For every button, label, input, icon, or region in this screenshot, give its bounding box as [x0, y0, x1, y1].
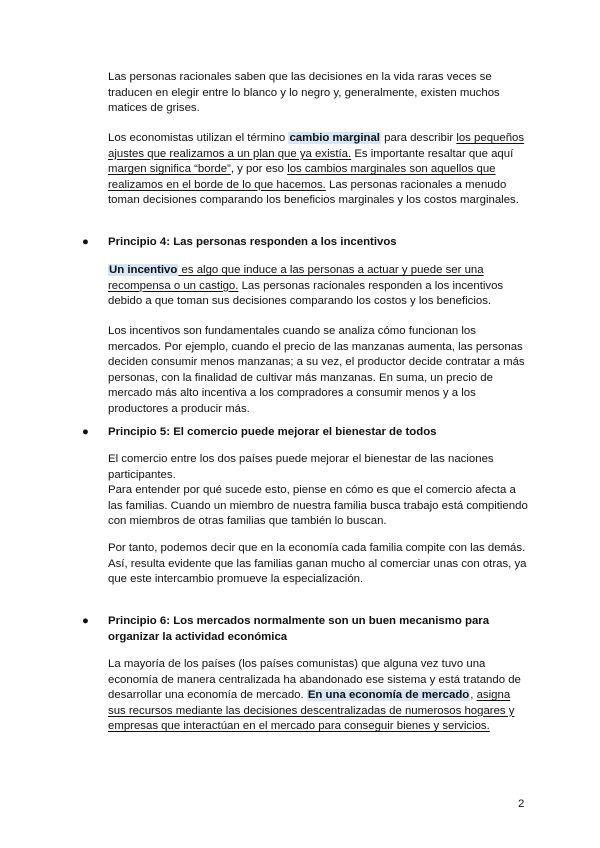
intro-paragraph-1 [108, 70, 528, 117]
principle-5-text-3: Por tanto, podemos decir que en la economía cada familia compite con las demás. Así, resulta evidente que las familias ganan mucho al comerciar unas con otras, ya que este intercambio promueve la especialización. [108, 542, 527, 585]
bullet-icon: ● [82, 426, 89, 438]
underlined-text: es algo que induce a las personas a actuar y puede ser una recompensa o un castigo. [108, 264, 484, 292]
text-run: , [470, 689, 477, 701]
bullet-icon: ● [82, 615, 89, 627]
highlighted-term: cambio marginal [289, 132, 380, 144]
principle-4-text-1 [108, 263, 528, 310]
underlined-text: los cambios marginales son aquellos que realizamos en el borde de lo que hacemos. [108, 163, 496, 191]
text-run: La mayoría de los países (los países comunistas) que alguna vez tuvo una economía de manera centralizada ha abandonado ese sistema y está tratando de desarrollar una economía de mercado. [108, 658, 521, 701]
underlined-text: los pequeños ajustes que realizamos a un plan que ya existía. [108, 132, 525, 160]
heading-text: Principio 4: Las personas responden a los incentivos [108, 236, 397, 248]
principle-6-text-1 [108, 657, 528, 735]
intro-paragraph-2 [108, 131, 528, 209]
text-run: , y por eso [230, 163, 288, 175]
principle-4-text-2: Los incentivos son fundamentales cuando se analiza cómo funcionan los mercados. Por ejemplo, cuando el precio de las manzanas aumenta, las personas deciden consumir menos manzanas; a su vez, el productor decide contratar a más personas, con la finalidad de cultivar más manzanas. En suma, un precio de mercado más alto incentiva a los compradores a consumir menos y a los productores a producir más. [108, 325, 525, 415]
principle-4-paragraph-2 [108, 324, 528, 417]
intro-text-2 [108, 131, 528, 209]
text-run: Es importante resaltar que aquí [351, 147, 514, 160]
heading-text: Principio 5: El comercio puede mejorar el bienestar de todos [108, 426, 437, 438]
principle-6-heading [82, 614, 522, 645]
principle-5-paragraph-1 [108, 452, 528, 530]
highlighted-term: En una economía de mercado [307, 689, 470, 701]
principle-4-heading [82, 235, 522, 251]
bullet-icon: ● [82, 236, 89, 248]
principle-5-text-1: El comercio entre los dos países puede mejorar el bienestar de las naciones participantes. [108, 453, 494, 481]
highlighted-term: Un incentivo [109, 264, 178, 276]
principle-5-paragraph-2 [108, 541, 528, 588]
principle-5-text-2: Para entender por qué sucede esto, piense en cómo es que el comercio afecta a las familias. Cuando un miembro de nuestra familia busca trabajo está compitiendo con miembros de otras familias que también lo buscan. [108, 484, 528, 527]
underlined-text: margen significa “borde” [108, 163, 231, 175]
text-run: Los economistas utilizan el término [108, 132, 289, 144]
intro-text-1: Las personas racionales saben que las decisiones en la vida raras veces se traducen en elegir entre lo blanco y lo negro y, generalmente, existen muchos matices de grises. [108, 71, 500, 114]
principle-4-paragraph-1 [108, 263, 528, 310]
text-run: para describir [380, 132, 457, 144]
page-number: 2 [518, 798, 525, 810]
principle-6-paragraph-1 [108, 657, 528, 735]
text-run: Las personas racionales a menudo toman decisiones comparando los beneficios marginales y los costos marginales. [108, 178, 519, 206]
heading-text: Principio 6: Los mercados normalmente son un buen mecanismo para organizar la actividad económica [108, 615, 490, 643]
text-run: Las personas racionales responden a los incentivos debido a que toman sus decisiones comparando los costos y los beneficios. [108, 279, 504, 307]
underlined-text: asigna sus recursos mediante las decisiones descentralizadas de numerosos hogares y empresas que interactúan en el mercado para conseguir bienes y servicios. [108, 689, 515, 732]
principle-5-heading [82, 425, 522, 441]
